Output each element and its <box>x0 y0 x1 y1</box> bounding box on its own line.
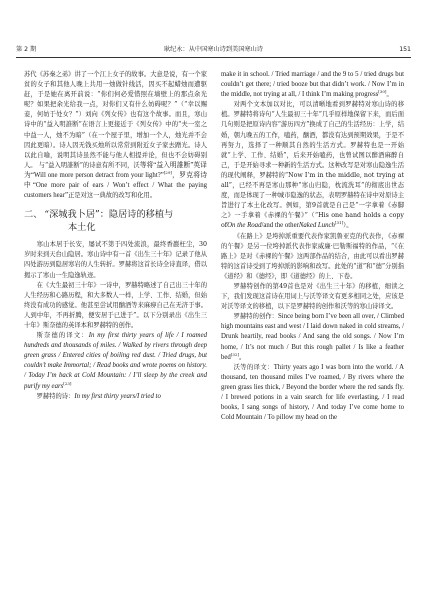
paragraph: 寒山本居于长安，屡试不第于四处流浪，最终香巖枉尘，30岁时来到天台山隐居。寒山诗中有一首《出生三十年》记录了他从四处游历到隐居寒岩的人生转折。罗赫将这首长诗全诗直译，借以揭示了寒山一生隐逸轨迹。 <box>24 241 207 279</box>
italic-title: Naked Lunch <box>298 222 335 230</box>
citation: [23] <box>63 380 72 386</box>
english-quote: 等将“益入明誰断”英译为“Will one more person detract from your light?” <box>24 161 207 179</box>
paragraph <box>221 312 404 362</box>
paragraph <box>24 331 207 392</box>
running-header <box>16 44 411 56</box>
section-number: 二、 <box>24 209 43 221</box>
quote-lead: 沃等的译文： <box>233 363 274 371</box>
english-quote: make it in school. / Tried marriage / and the 9 to 5 / tried drugs but couldn’t get there; / tried booze but that didn’t work. / Now I’m in the middle, not trying at all, / I think I’m making progress <box>221 71 404 99</box>
running-title: 耿纪永：从中国寒山诗到美国寒山诗 <box>164 46 263 53</box>
paragraph <box>24 70 207 201</box>
english-quote <box>299 222 335 229</box>
left-column <box>24 70 207 580</box>
header-rule <box>16 57 411 58</box>
citation: [30] <box>378 89 387 95</box>
paragraph: 罗赫特创作的第49首也是对《出生三十年》的移植，细读之下，我们发现这首诗在用词上与沃等译文有更多相同之处，应该是对沃等译文的移植，以下是罗赫特的创作和沃等的寒山诗译文。 <box>221 282 404 311</box>
italic-title: On the Road <box>227 222 262 230</box>
english-quote: Thirty years ago I was born into the world. / A thousand, ten thousand miles I’ve roamed, / By rivers where the green grass lies thick, / Beyond the border where the red sands fly. / I brewed potions in a vain search for life everlasting, / I read books, I sang songs of history, / And today I’ve come home to Cold Mountain / To pillow my head on the <box>221 363 404 422</box>
section-title-line1: “深城我卜居”：隐居诗的移植与 <box>44 209 174 221</box>
paragraph-text: 。 <box>386 91 393 99</box>
paragraph: 《在路上》是垮掉派重要代表作家凯鲁亚克的代表作，《赤裸的午餐》是另一位垮掉派代表作家威廉·巴勒斯福特的作品，“《在路上》是对《赤裸的午餐》这两部作品的结合，由此可以看出罗赫特的这首诗受到了垮掉派的影响和改写。此处的“道”和“德”分别指《道经》和《德经》，即《道德经》的上、下卷。 <box>221 232 404 280</box>
paragraph <box>221 363 404 424</box>
english-quote: Since being born I’ve been all over, / Climbed high mountains east and west / I laid down naked in cold streams, / Drunk heartily, read books / And sang the old songs. / Now I’m home, / It’s not much / But this rough pallet / Is like a feather bed <box>221 313 404 361</box>
paragraph-text: 与“益入明誰断”的诗意有所不同，沃 <box>38 161 140 169</box>
english-quote <box>74 393 160 400</box>
italic-phrase: In my first thirty years of life / I roamed hundreds and thousands of miles. / Walked by rivers through deep green grass / Entered cities of boiling red dust. / Tried drugs, but couldn’t make Immortal; / Read books and wrote poems on history. / Today I’m back at Cold Mountain: / I’ll sleep by the creek and purify my ears <box>24 332 207 390</box>
citation: [31] <box>334 220 344 226</box>
paragraph <box>24 392 207 402</box>
quote-lead: 斯奈德的译文： <box>36 332 89 340</box>
paragraph: 在《大生最初三十年》一诗中，罗赫特略述了自己出三十年的人生经历和心路历程，和大多数人一样，上学、工作、结婚，但始终没有成功的感觉。他甚至尝试用酗酒等来麻痹自己在无济于事。人到中年，不再折腾，便安居于已进于”。以下分别录出《出生三十年》斯奈德的英译本和罗赫特的创作。 <box>24 281 207 329</box>
paragraph-text: 正是对这一典故的改写和化用。 <box>67 192 157 200</box>
section-heading <box>24 208 207 234</box>
paragraph-text: 。 <box>239 353 246 361</box>
section-title-line2: 本土化 <box>68 222 96 234</box>
issue-number: 第 2 期 <box>16 46 37 53</box>
page-number: 151 <box>399 46 411 53</box>
english-quote <box>227 222 261 229</box>
english-quote: /and the other <box>261 222 299 230</box>
english-quote: ，罗克将诗中“One more pair of ears / Won’t effect / What the paying customers hear” <box>24 171 207 200</box>
citation: [32] <box>230 351 240 357</box>
paragraph <box>221 70 404 100</box>
paragraph-text: 对两个文本加以对比，可以清晰地看到罗赫特对寒山诗的移植。罗赫特将诗句“人生最初三十年”几乎原样地保留下来，而后面几句则是把原诗内容“游历四方”换成了自己的生活经历：上学，结婚，朝九晚五的工作，嗑药，酗酒，都没有达到预期效果，于是不再努力，选择了一种顺其自然的生活方式。罗赫特也是一开始就“上学、工作、结婚”，后来开始嗑药，也曾试图以醉酒麻醉自己，于是开始寻求一种新的生活方式。这种改写是对寒山隐逸生活的现代阐释，罗赫特的“Now I’m in the middle, not trying at all”，已经不再是寒山那种“寒山归隐，枕流洗耳”的彻底出世态度，而是体现了一种城市隐逸的状态，表明罗赫特在诗中对原诗主旨进行了本土化改写。例如，第9首就是自己是“一字拿着《赤脚之》一手拿着《赤裸的午餐》”（“His one hand holds a copy of <box>221 101 404 230</box>
paragraph <box>221 100 404 231</box>
english-quote <box>24 332 207 389</box>
citation: [29] <box>163 169 172 175</box>
right-column <box>221 70 404 580</box>
paragraph-text: ）。 <box>343 222 353 230</box>
italic-phrase: In my first thirty years/I tried to <box>74 392 161 400</box>
paragraph-text: 苏代《苏秦之弟》讲了一个江上女子的故事。大意是说，有一个家贫的女子和其他人晚上共用一烛做针线活，因买不起蜡烛而遭驱赶，于是她在离开前说：“你们何必爱惜照在墙壁上的那点余光呢？如果把余光给我一点，对你们又有什么妨碍呢？”（“幸以赐妾，何妨于处女？”）刘向《列女传》也有这个故事。而且，寒山诗中的“益入明誰断”在语言上更接近于《列女传》中的“夫一室之中益一人，烛不为暗”（在一个屋子里，增加一个人，烛光并不会因此更暗）。诗人因无钱买烛所以常常到附近女子家去蹭光。诗人以此自喻，说明其诗虽然不能与他人相提并论，但也不会妨碍别人。 <box>24 71 207 169</box>
quote-lead: 罗赫特的诗： <box>36 392 75 400</box>
quote-lead: 罗赫特的创作： <box>233 313 278 321</box>
